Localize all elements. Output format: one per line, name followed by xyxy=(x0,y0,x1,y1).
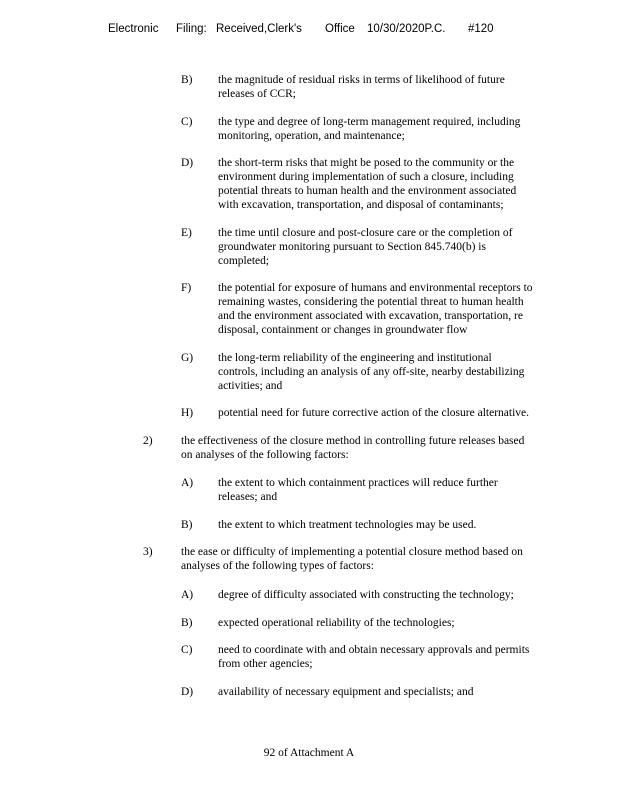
item-text-line: the potential for exposure of humans and environmental receptors to xyxy=(218,282,533,294)
item-text-line: potential threats to human health and the environment associated xyxy=(218,185,517,197)
item-text-line: availability of necessary equipment and specialists; and xyxy=(218,686,474,698)
item-text-line: expected operational reliability of the technologies; xyxy=(218,617,455,629)
header-received: Received,Clerk's xyxy=(216,23,302,35)
item-text-line: the extent to which treatment technologies may be used. xyxy=(218,519,477,531)
item-text-line: remaining wastes, considering the potential threat to human health xyxy=(218,296,524,308)
item-text-line: the time until closure and post-closure care or the completion of xyxy=(218,227,513,239)
section-text-line: the effectiveness of the closure method in controlling future releases based xyxy=(181,435,525,447)
item-label-g: G) xyxy=(181,352,194,364)
item-text-line: with excavation, transportation, and disposal of contaminants; xyxy=(218,199,504,211)
item-text-line: the short-term risks that might be posed to the community or the xyxy=(218,157,515,169)
item-text-line: environment during implementation of such a closure, including xyxy=(218,171,514,183)
item-text-line: the type and degree of long-term management required, including xyxy=(218,116,521,128)
item-text-line: releases of CCR; xyxy=(218,88,296,100)
item-label-3d: D) xyxy=(181,686,194,698)
item-text-line: degree of difficulty associated with constructing the technology; xyxy=(218,589,514,601)
item-text-line: and the environment associated with excavation, transportation, re xyxy=(218,310,523,322)
item-text-line: the long-term reliability of the engineering and institutional xyxy=(218,352,492,364)
section-text-line: on analyses of the following factors: xyxy=(181,449,349,461)
item-label-h: H) xyxy=(181,407,194,419)
section-number-3: 3) xyxy=(143,546,153,558)
item-text-line: the magnitude of residual risks in terms of likelihood of future xyxy=(218,74,505,86)
section-text-line: the ease or difficulty of implementing a potential closure method based on xyxy=(181,546,523,558)
header-filing: Filing: xyxy=(176,23,207,35)
item-label-e: E) xyxy=(181,227,192,239)
header-number: #120 xyxy=(468,23,494,35)
item-text-line: releases; and xyxy=(218,491,278,503)
header-electronic: Electronic xyxy=(108,23,159,35)
item-text-line: activities; and xyxy=(218,380,283,392)
header-office: Office xyxy=(325,23,355,35)
item-label-2a: A) xyxy=(181,477,194,489)
item-text-line: from other agencies; xyxy=(218,658,313,670)
item-label-3c: C) xyxy=(181,644,193,656)
item-label-d: D) xyxy=(181,157,194,169)
item-text-line: the extent to which containment practices will reduce further xyxy=(218,477,498,489)
item-label-2b: B) xyxy=(181,519,193,531)
item-text-line: potential need for future corrective action of the closure alternative. xyxy=(218,407,529,419)
item-label-c: C) xyxy=(181,116,193,128)
item-text-line: monitoring, operation, and maintenance; xyxy=(218,130,405,142)
item-text-line: controls, including an analysis of any off-site, nearby destabilizing xyxy=(218,366,525,378)
item-label-3b: B) xyxy=(181,617,193,629)
item-label-3a: A) xyxy=(181,589,194,601)
section-number-2: 2) xyxy=(143,435,153,447)
page-footer: 92 of Attachment A xyxy=(263,747,355,759)
item-label-b: B) xyxy=(181,74,193,86)
section-text-line: analyses of the following types of factors: xyxy=(181,560,374,572)
item-text-line: groundwater monitoring pursuant to Section 845.740(b) is xyxy=(218,241,486,253)
header-date: 10/30/2020P.C. xyxy=(367,23,446,35)
item-text-line: disposal, containment or changes in groundwater flow xyxy=(218,324,468,336)
item-text-line: need to coordinate with and obtain necessary approvals and permits xyxy=(218,644,530,656)
item-text-line: completed; xyxy=(218,255,270,267)
item-label-f: F) xyxy=(181,282,192,294)
